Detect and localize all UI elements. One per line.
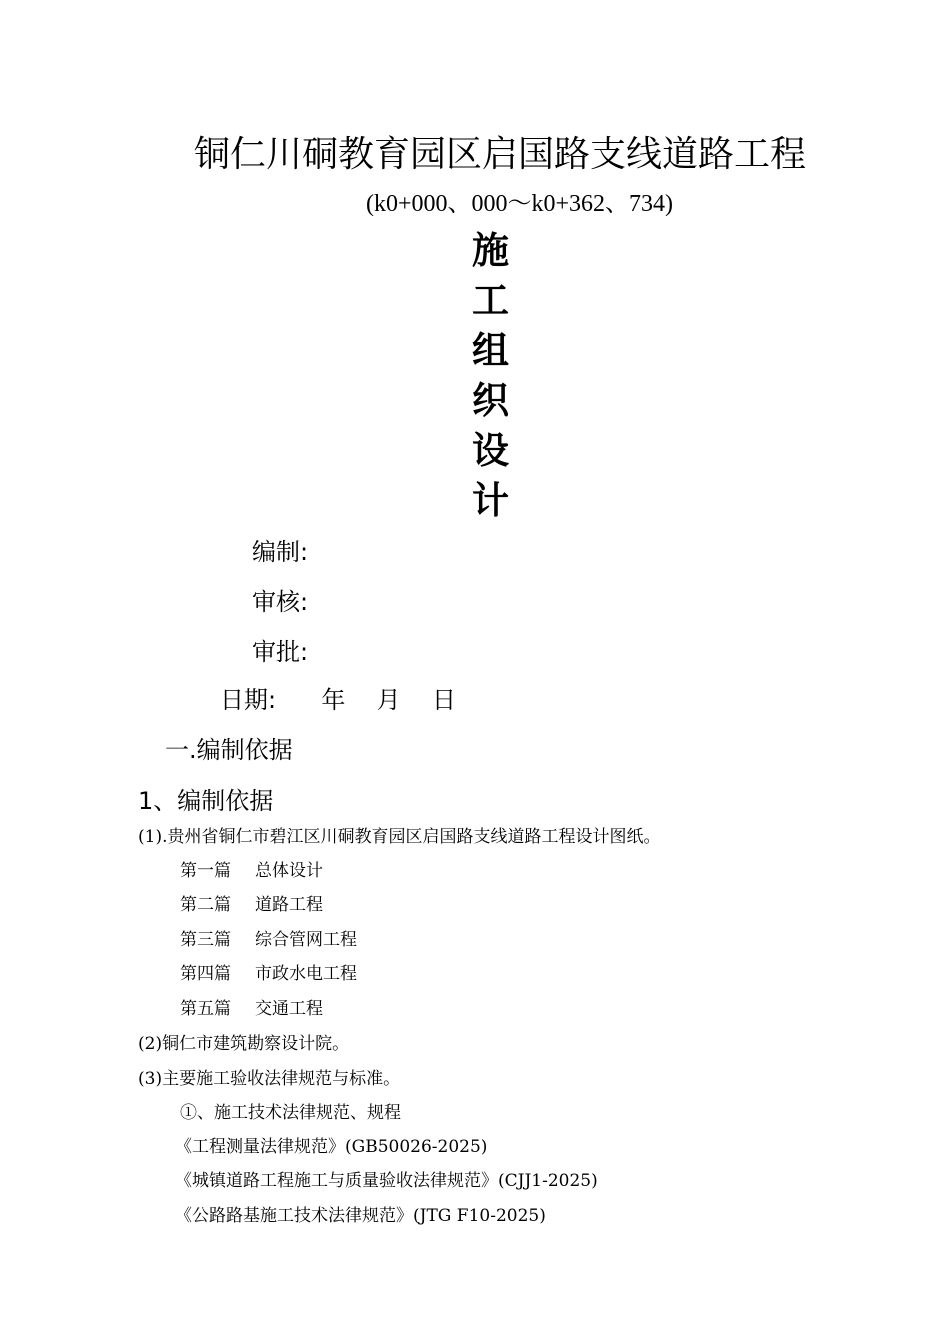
- standard-item: 《工程测量法律规范》(GB50026-2025): [175, 1137, 488, 1157]
- volume-item: [180, 890, 323, 915]
- standard-item: 《公路路基施工技术法律规范》(JTG F10-2025): [175, 1206, 546, 1226]
- volume-item: [180, 959, 357, 984]
- basis-item-1: (1).贵州省铜仁市碧江区川硐教育园区启国路支线道路工程设计图纸。: [138, 827, 661, 847]
- volume-number: 第三篇: [180, 930, 231, 950]
- volume-name: 交通工程: [255, 999, 323, 1019]
- document-title: 铜仁川硐教育园区启国路支线道路工程: [193, 134, 806, 175]
- document-type-char: 组: [472, 329, 509, 372]
- document-type-char: 设: [472, 429, 509, 472]
- document-type-char: 织: [472, 379, 509, 422]
- subsection-heading: 1、编制依据: [138, 787, 274, 815]
- basis-item-2: (2)铜仁市建筑勘察设计院。: [138, 1034, 350, 1054]
- volume-item: [180, 925, 357, 950]
- document-type-vertical: [472, 226, 532, 526]
- volume-number: 第五篇: [180, 999, 231, 1019]
- volume-number: 第二篇: [180, 895, 231, 915]
- volume-number: 第四篇: [180, 964, 231, 984]
- volume-item: [180, 856, 323, 881]
- document-type-char: 施: [472, 229, 509, 272]
- volume-item: [180, 994, 323, 1019]
- date-month: 月: [376, 686, 401, 714]
- approved-by-label: 审批:: [252, 638, 309, 666]
- date-label: 日期:: [220, 686, 277, 714]
- volume-name: 综合管网工程: [255, 930, 357, 950]
- volume-name: 总体设计: [255, 861, 323, 881]
- volume-number: 第一篇: [180, 861, 231, 881]
- document-type-char: 工: [472, 279, 509, 322]
- project-chainage: (k0+000、000～k0+362、734): [366, 191, 674, 217]
- prepared-by-label: 编制:: [252, 538, 309, 566]
- date-line: [220, 680, 456, 715]
- volume-name: 道路工程: [255, 895, 323, 915]
- document-type-char: 计: [472, 479, 509, 522]
- standard-item: 《城镇道路工程施工与质量验收法律规范》(CJJ1-2025): [175, 1171, 598, 1191]
- standards-subheading: ①、施工技术法律规范、规程: [180, 1103, 401, 1123]
- section-heading: 一.编制依据: [165, 736, 293, 764]
- reviewed-by-label: 审核:: [252, 588, 309, 616]
- basis-item-3: (3)主要施工验收法律规范与标准。: [138, 1069, 401, 1089]
- volume-name: 市政水电工程: [255, 964, 357, 984]
- date-year: 年: [321, 686, 346, 714]
- date-day: 日: [431, 686, 456, 714]
